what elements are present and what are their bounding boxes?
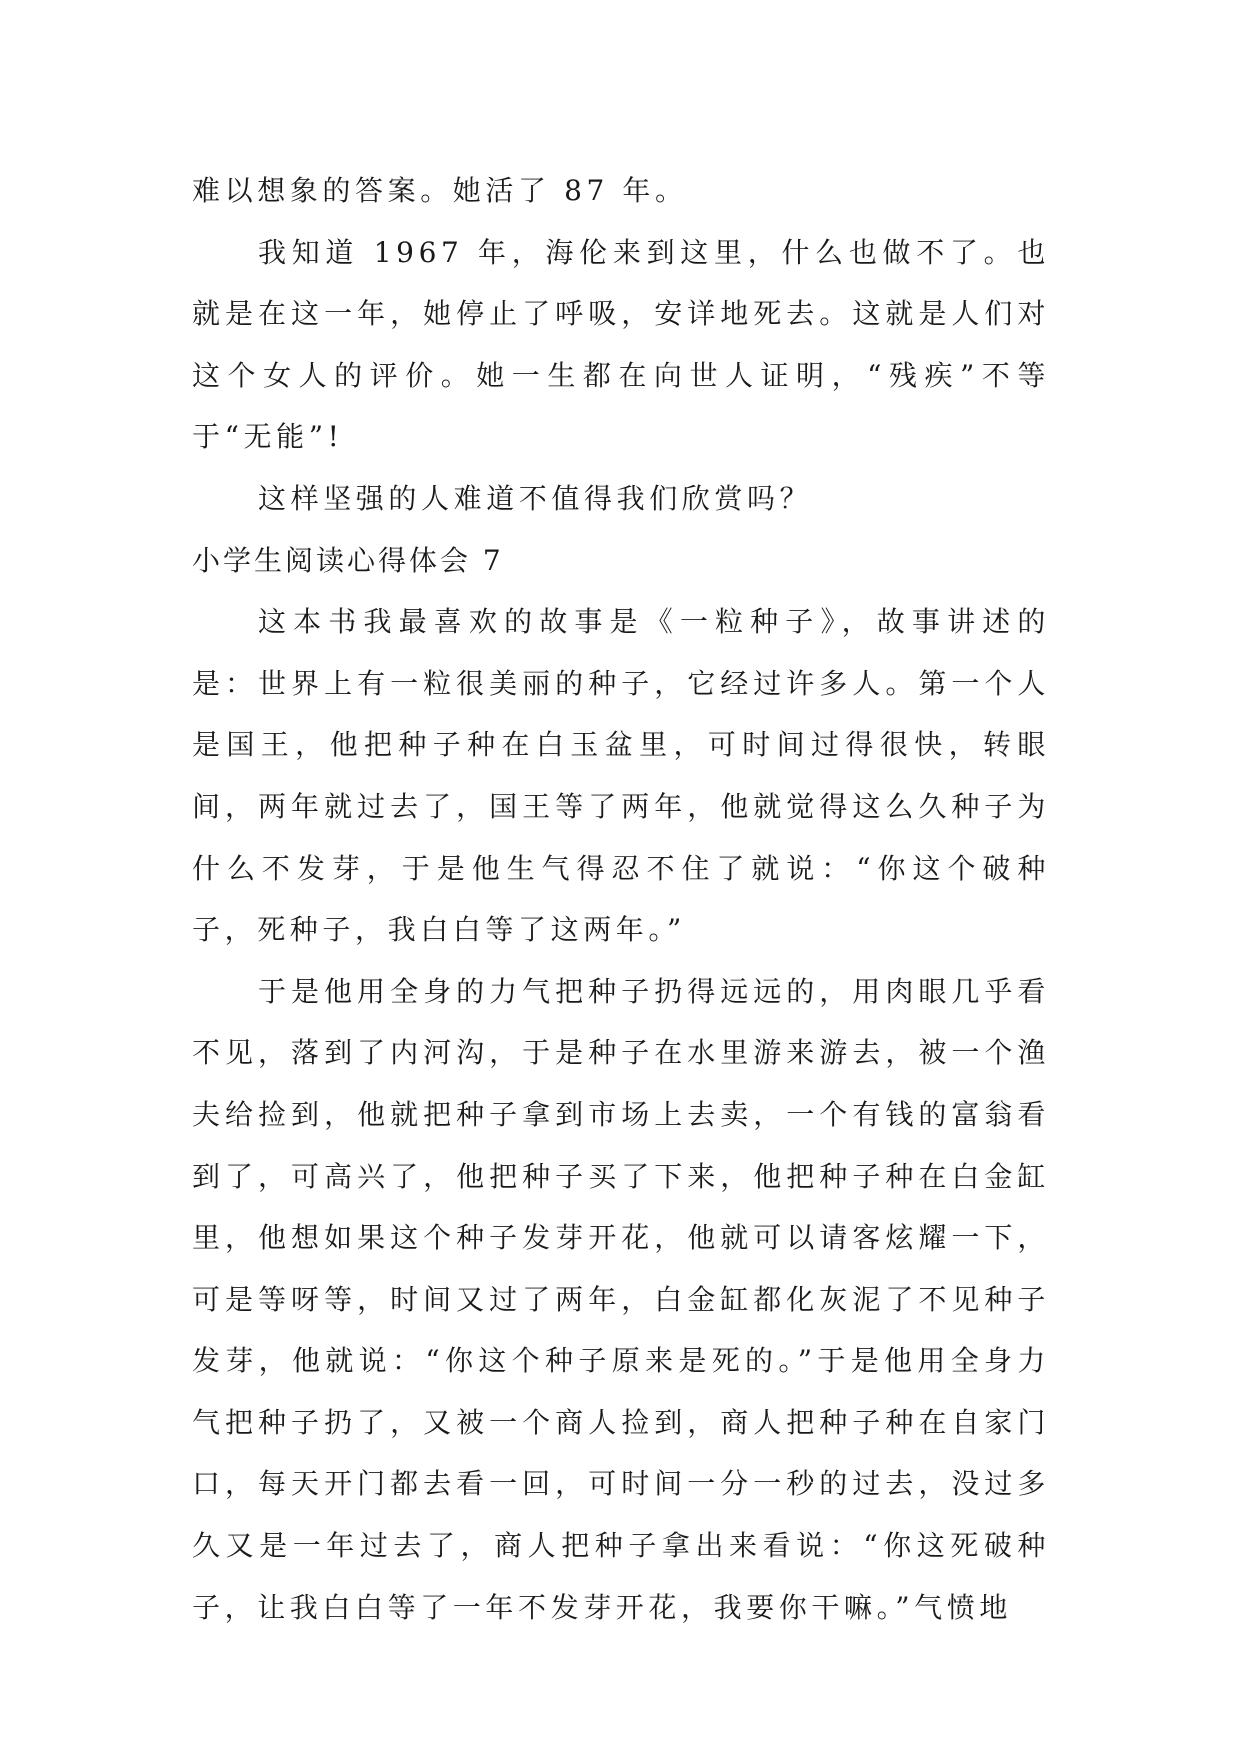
paragraph-answer: 难以想象的答案。她活了 87 年。 — [192, 174, 688, 207]
paragraph-helen: 我知道 1967 年，海伦来到这里，什么也做不了。也就是在这一年，她停止了呼吸，安详地死去。这就是人们对这个女人的评价。她一生都在向世人证明，“残疾”不等于“无能”! — [192, 235, 1050, 454]
paragraph-question: 这样坚强的人难道不值得我们欣赏吗？ — [258, 481, 813, 515]
paragraph-seed-story: 这本书我最喜欢的故事是《一粒种子》，故事讲述的是：世界上有一粒很美丽的种子，它经过许多人。第一个人是国王，他把种子种在白玉盆里，可时间过得很快，转眼间，两年就过去了，国王等了两年，他就觉得这么久种子为什么不发芽，于是他生气得忍不住了就说：“你这个破种子，死种子，我白白等了这两年。” — [192, 605, 1050, 947]
section-heading: 小学生阅读心得体会 7 — [192, 543, 504, 577]
document-page — [192, 160, 1050, 1638]
paragraph-seed-journey: 于是他用全身的力气把种子扔得远远的，用肉眼几乎看不见，落到了内河沟，于是种子在水里游来游去，被一个渔夫给捡到，他就把种子拿到市场上去卖，一个有钱的富翁看到了，可高兴了，他把种子买了下来，他把种子种在白金缸里，他想如果这个种子发芽开花，他就可以请客炫耀一下，可是等呀等，时间又过了两年，白金缸都化灰泥了不见种子发芽，他就说：“你这个种子原来是死的。”于是他用全身力气把种子扔了，又被一个商人捡到，商人把种子种在自家门口，每天开门都去看一回，可时间一分一秒的过去，没过多久又是一年过去了，商人把种子拿出来看说：“你这死破种子，让我白白等了一年不发芽开花，我要你干嘛。”气愤地 — [192, 974, 1050, 1624]
